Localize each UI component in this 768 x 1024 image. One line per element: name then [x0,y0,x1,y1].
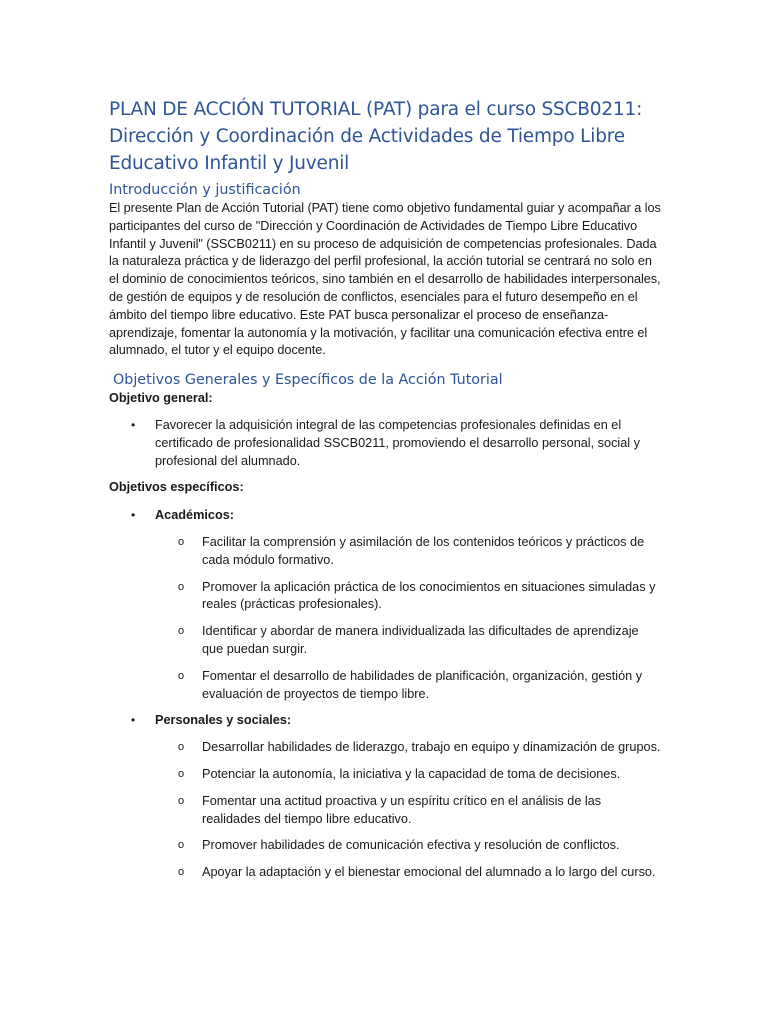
list-item-text: Fomentar el desarrollo de habilidades de planificación, organización, gestión y evaluación de proyectos de tiempo libre. [202,668,643,701]
list-item-text: Potenciar la autonomía, la iniciativa y la capacidad de toma de decisiones. [202,766,621,781]
list-item-text: Fomentar una actitud proactiva y un espíritu crítico en el análisis de las realidades del tiempo libre educativo. [202,793,602,826]
list-item [109,534,661,570]
list-item [109,837,661,855]
document-page [109,96,661,882]
list-item-text: Desarrollar habilidades de liderazgo, trabajo en equipo y dinamización de grupos. [202,740,661,755]
circle-bullet-icon: o [178,580,185,593]
intro-paragraph: El presente Plan de Acción Tutorial (PAT) tiene como objetivo fundamental guiar y acompañar a los participantes del curso de "Dirección y Coordinación de Actividades de Tiempo Libre Educativo Infantil y Juvenil" (SSCB0211) en su proceso de adquisición de competencias profesionales. Dada la naturaleza práctica y de liderazgo del perfil profesional, la acción tutorial se centrará no solo en el dominio de conocimientos teóricos, sino también en el desarrollo de habilidades interpersonales, de gestión de equipos y de resolución de conflictos, esenciales para el futuro desempeño en el ámbito del tiempo libre educativo. Este PAT busca personalizar el proceso de enseñanza-aprendizaje, fomentar la autonomía y la motivación, y facilitar una comunicación efectiva entre el alumnado, el tutor y el equipo docente. [109,201,661,358]
list-item-text: Promover la aplicación práctica de los conocimientos en situaciones simuladas y reales (prácticas profesionales). [202,579,656,612]
circle-bullet-icon: o [178,839,185,852]
list-item-text: Apoyar la adaptación y el bienestar emocional del alumnado a lo largo del curso. [202,865,656,880]
circle-bullet-icon: o [178,866,185,879]
general-objective-text: Favorecer la adquisición integral de las competencias profesionales definidas en el certificado de profesionalidad SSCB0211, promoviendo el desarrollo personal, social y profesional del alumnado. [155,417,640,468]
list-item [109,579,661,615]
bullet-icon: • [131,713,136,728]
list-item [109,739,661,757]
bullet-icon: • [131,508,136,523]
list-item-text: Identificar y abordar de manera individualizada las dificultades de aprendizaje que puedan surgir. [202,624,639,656]
academic-objectives-list [109,534,661,703]
list-item [109,623,661,659]
intro-heading: Introducción y justificación [109,182,301,198]
list-item-text: Facilitar la comprensión y asimilación de los contenidos teóricos y prácticos de cada módulo formativo. [202,534,645,567]
circle-bullet-icon: o [178,625,185,638]
list-item [109,864,661,882]
list-item-text: Promover habilidades de comunicación efectiva y resolución de conflictos. [202,838,620,853]
objectives-heading: Objetivos Generales y Específicos de la Acción Tutorial [113,372,503,389]
list-item [109,793,661,829]
group-label-academic: Académicos: [155,508,234,523]
circle-bullet-icon: o [178,767,185,780]
circle-bullet-icon: o [178,794,185,807]
list-item [109,712,661,882]
circle-bullet-icon: o [178,669,185,682]
specific-objectives-label: Objetivos específicos: [109,480,244,495]
group-label-personal-social: Personales y sociales: [155,713,292,728]
personal-social-objectives-list [109,739,661,882]
bullet-icon: • [131,417,136,432]
document-title: PLAN DE ACCIÓN TUTORIAL (PAT) para el curso SSCB0211: Dirección y Coordinación de Actividades de Tiempo Libre Educativo Infantil y Juvenil [109,99,643,174]
circle-bullet-icon: o [178,535,185,548]
specific-objectives-list [109,507,661,882]
circle-bullet-icon: o [178,741,185,754]
general-objective-list [109,417,661,470]
list-item [109,507,661,703]
list-item [109,417,661,470]
list-item [109,766,661,784]
list-item [109,668,661,704]
general-objective-label: Objetivo general: [109,391,213,406]
